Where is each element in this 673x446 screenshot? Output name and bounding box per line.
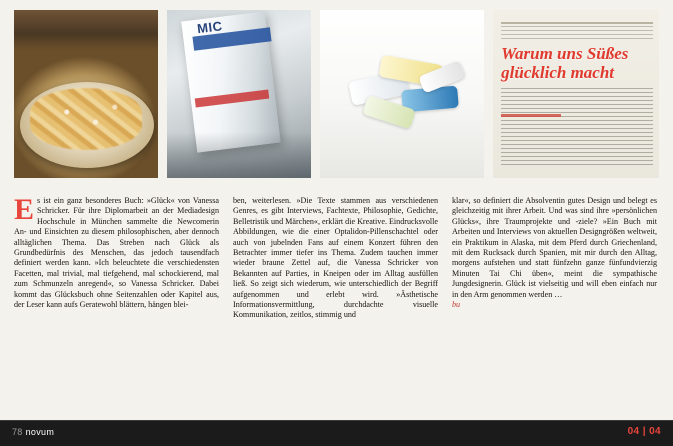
article-column-1 (14, 193, 219, 410)
photo-packaging-label: MIC (196, 18, 224, 37)
drop-cap: E (14, 193, 35, 226)
folio-left (12, 427, 54, 437)
photo-spread-headline: Warum uns Süßes glücklich macht (501, 44, 629, 82)
article-column-2 (233, 196, 438, 410)
photo-magazine-spread (493, 10, 659, 178)
footer-divider (0, 420, 673, 421)
author-signature: bu (452, 300, 461, 310)
page-footer (0, 420, 673, 446)
photo-spread-rule (501, 22, 653, 24)
photo-pastries-sugar (38, 92, 134, 142)
article-column-1-text: s ist ein ganz besonderes Buch: »Glück« von Vanessa Schricker. Für ihre Diplomarbeit an der Mediadesign Hochschule in München sammelte die Newcomerin An- und Einsichten zu diesem philosophischen, aber dennoch alltäglichen Thema. Das Streben nach Glück als Grundbedürfnis des Menschen, das jedoch tausendfach definiert werden kann. »Ich beleuchtete die verschiedensten Facetten, mal trivial, mal tiefgehend, mal schockierend, mal zum Schmunzeln anregend«, so Vanessa Schricker. Dabei kommt das Glücksbuch ohne Seitenzahlen oder Kapitel aus, der Leser kann aufs Geratewohl blättern, hängen blei- (14, 196, 219, 310)
photo-spread-body-text (501, 88, 653, 168)
article-column-2-text: ben, weiterlesen. »Die Texte stammen aus verschiedenen Genres, es gibt Interviews, Fachtexte, Philosophie, Gedichte, Belletristik und Märchen«, erklärt die Kreative. Eindrucksvolle Abbildungen, wie die einer Optalidon-Pillenschachtel oder auch von jubelnden Fans auf einem Konzert führen den Betrachter immer tiefer ins Thema. Zudem tauchen immer wieder braune Zettel auf, die Vanessa Schricker von Bekannten auf Parties, in Kneipen oder im Alltag ausfüllen ließ. So zeigt sich wiederum, wie unterschiedlich der Begriff aufgenommen und erlebt wird. »Ästhetische Informationsvermittlung, durchdachte visuelle Kommunikation, zeitlos, stimmig und (233, 196, 438, 320)
page-number: 78 (12, 427, 23, 437)
photo-pastries (14, 10, 158, 178)
image-strip (14, 10, 659, 178)
issue-number: 04 | 04 (627, 426, 661, 437)
brand-name: novum (25, 427, 55, 437)
article-body (14, 193, 659, 410)
article-column-3-text: klar«, so definiert die Absolventin gutes Design und belegt es gleichzeitig mit ihrer Arbeit. Und was sind ihre »persönlichen Glücks«, ihre Traumprojekte und -ziele? »Ein Buch mit Arbeiten und Interviews von aktuellen Designgrößen weltweit, ein Praktikum in Alaska, mit dem Pferd durch Griechenland, mit dem Rucksack durch Spanien, mit mir durch den Alltag, morgens aufstehen und statt fünfzehn ganze fünfundvierzig Minuten Tai Chi üben«, meint die sympathische Jungdesignerin. Glück ist vielseitig und will eben einfach nur in den Arm genommen werden … (452, 196, 657, 299)
photo-packaging-shadow (167, 132, 311, 178)
photo-packaging (167, 10, 311, 178)
article-column-3 (452, 196, 657, 410)
photo-spread-top-text (501, 26, 653, 40)
photo-spread-red-accent (501, 114, 561, 117)
photo-pastries-highlight (14, 10, 158, 50)
photo-candy-wrappers (320, 10, 484, 178)
